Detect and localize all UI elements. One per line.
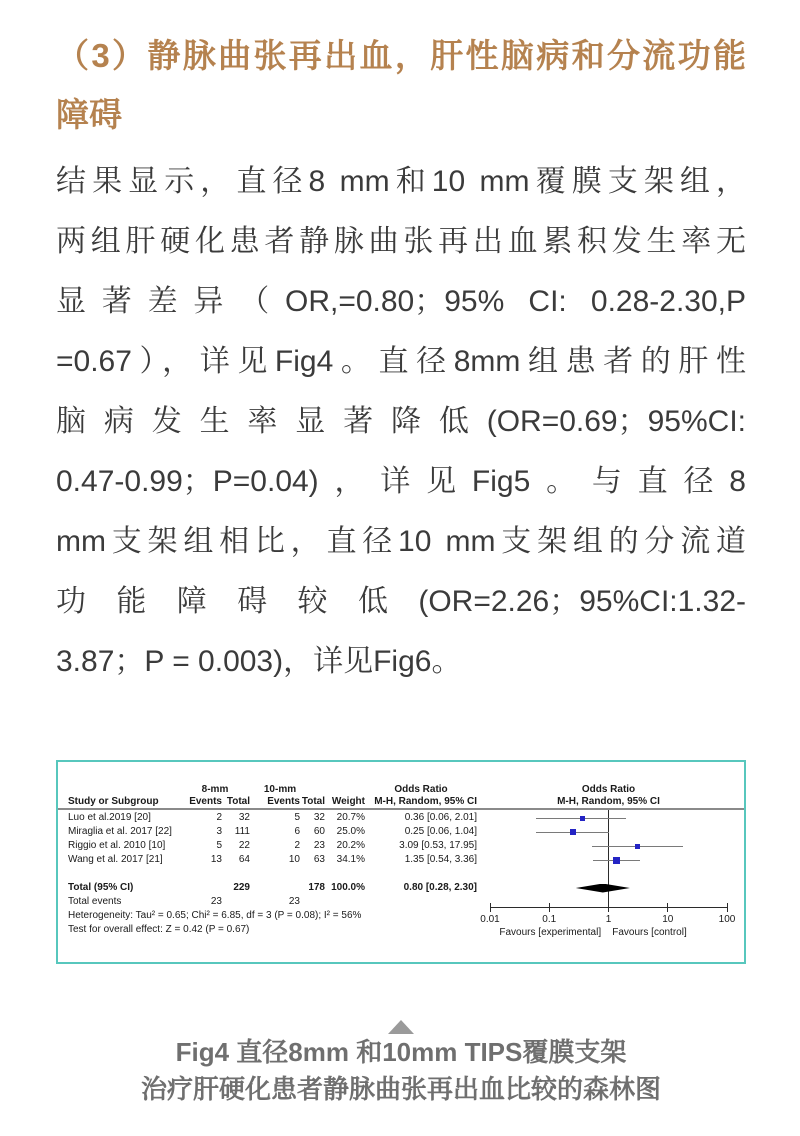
study-label: Riggio et al. 2010 [10] [68, 840, 166, 851]
study-events-8mm: 3 [216, 826, 222, 837]
study-total-8mm: 111 [234, 826, 250, 837]
paragraph-line: 脑病发生率显著降低(OR=0.69；95%CI: [56, 405, 746, 438]
study-label: Luo et al.2019 [20] [68, 812, 151, 823]
group2-header: 10-mm [263, 784, 297, 795]
total-events-8mm: 23 [210, 896, 222, 907]
study-ci-text: 3.09 [0.53, 17.95] [399, 840, 477, 851]
total-8mm: 229 [233, 882, 250, 893]
study-label: Miraglia et al. 2017 [22] [68, 826, 172, 837]
study-label: Wang et al. 2017 [21] [68, 854, 163, 865]
study-weight: 20.2% [336, 840, 365, 851]
x-axis-tick-label: 0.1 [542, 914, 557, 925]
events1-column-header: Events [189, 796, 222, 807]
study-total-10mm: 32 [313, 812, 325, 823]
total-events-10mm: 23 [288, 896, 300, 907]
x-axis-tick-label: 1 [605, 914, 612, 925]
header-rule [58, 808, 744, 810]
study-ci-text: 0.36 [0.06, 2.01] [404, 812, 477, 823]
section-heading [56, 26, 746, 144]
study-events-10mm: 10 [288, 854, 300, 865]
up-triangle-icon [388, 1020, 414, 1034]
study-events-10mm: 6 [294, 826, 300, 837]
overall-effect-text: Test for overall effect: Z = 0.42 (P = 0.67) [68, 924, 250, 935]
body-paragraph [56, 152, 746, 692]
no-effect-line [608, 808, 609, 907]
article-page [56, 26, 746, 1124]
study-total-8mm: 64 [238, 854, 250, 865]
paragraph-line: 3.87；P = 0.003)，详见Fig6。 [56, 645, 462, 678]
x-axis-tick [490, 903, 491, 912]
study-ci-text: 0.25 [0.06, 1.04] [404, 826, 477, 837]
study-events-10mm: 5 [294, 812, 300, 823]
study-events-10mm: 2 [294, 840, 300, 851]
total-weight: 100.0% [331, 882, 365, 893]
total-10mm: 178 [308, 882, 325, 893]
total-label: Total (95% CI) [68, 882, 134, 893]
study-weight: 25.0% [336, 826, 365, 837]
study-events-8mm: 5 [216, 840, 222, 851]
study-events-8mm: 13 [210, 854, 222, 865]
total-ci-text: 0.80 [0.28, 2.30] [403, 882, 477, 893]
paragraph-line: 显著差异（OR,=0.80；95% CI: 0.28-2.30,P [56, 285, 746, 318]
x-axis-tick [608, 903, 609, 912]
paragraph-line: 两组肝硬化患者静脉曲张再出血累积发生率无 [56, 225, 746, 258]
study-events-8mm: 2 [216, 812, 222, 823]
study-total-8mm: 32 [238, 812, 250, 823]
or-marker [635, 844, 640, 849]
page-bottom-padding [56, 1108, 746, 1124]
or-marker [570, 829, 576, 835]
or-marker [580, 816, 585, 821]
total2-column-header: Total [301, 796, 325, 807]
x-axis-tick-label: 0.01 [480, 914, 500, 925]
summary-diamond [576, 884, 630, 893]
or-marker [613, 857, 620, 864]
favours-experimental-label: Favours [experimental] [499, 927, 602, 938]
group1-header: 8-mm [201, 784, 229, 795]
paragraph-line: 0.47-0.99；P=0.04)，详见Fig5。与直径8 [56, 465, 746, 498]
caption-line-1: Fig4 直径8mm 和10mm TIPS覆膜支架 [175, 1037, 627, 1067]
paragraph-line: =0.67），详见Fig4。直径8mm组患者的肝性 [56, 345, 746, 378]
study-total-10mm: 23 [313, 840, 325, 851]
heterogeneity-text: Heterogeneity: Tau² = 0.65; Chi² = 6.85, df = 3 (P = 0.08); I² = 56% [68, 910, 362, 921]
favours-control-label: Favours [control] [612, 927, 687, 938]
x-axis-tick-label: 10 [662, 914, 674, 925]
odds-ratio-column-header: Odds Ratio [394, 784, 448, 795]
study-column-header: Study or Subgroup [68, 796, 159, 807]
study-weight: 20.7% [336, 812, 365, 823]
x-axis-tick [549, 903, 550, 912]
study-total-10mm: 60 [313, 826, 325, 837]
events2-column-header: Events [267, 796, 300, 807]
weight-column-header: Weight [331, 796, 365, 807]
paragraph-line: 功能障碍较低(OR=2.26；95%CI:1.32- [56, 585, 746, 618]
heading-line-1: （3）静脉曲张再出血，肝性脑病和分流功能 [56, 37, 746, 74]
total1-column-header: Total [226, 796, 250, 807]
forest-plot [56, 760, 746, 964]
paragraph-line: 结果显示，直径8 mm和10 mm覆膜支架组， [56, 165, 746, 198]
x-axis-tick-label: 100 [718, 914, 736, 925]
method-graph-header: M-H, Random, 95% CI [557, 796, 660, 807]
total-events-label: Total events [68, 896, 122, 907]
caption-line-2: 治疗肝硬化患者静脉曲张再出血比较的森林图 [140, 1074, 661, 1104]
odds-ratio-graph-header: Odds Ratio [581, 784, 636, 795]
x-axis-tick [667, 903, 668, 912]
x-axis-tick [727, 903, 728, 912]
study-total-8mm: 22 [238, 840, 250, 851]
study-ci-text: 1.35 [0.54, 3.36] [404, 854, 477, 865]
paragraph-line: mm支架组相比，直径10 mm支架组的分流道 [56, 525, 746, 558]
method-column-header: M-H, Random, 95% CI [374, 796, 477, 807]
figure-caption [56, 1020, 746, 1108]
study-total-10mm: 63 [313, 854, 325, 865]
heading-line-2: 障碍 [56, 96, 122, 133]
study-weight: 34.1% [336, 854, 365, 865]
